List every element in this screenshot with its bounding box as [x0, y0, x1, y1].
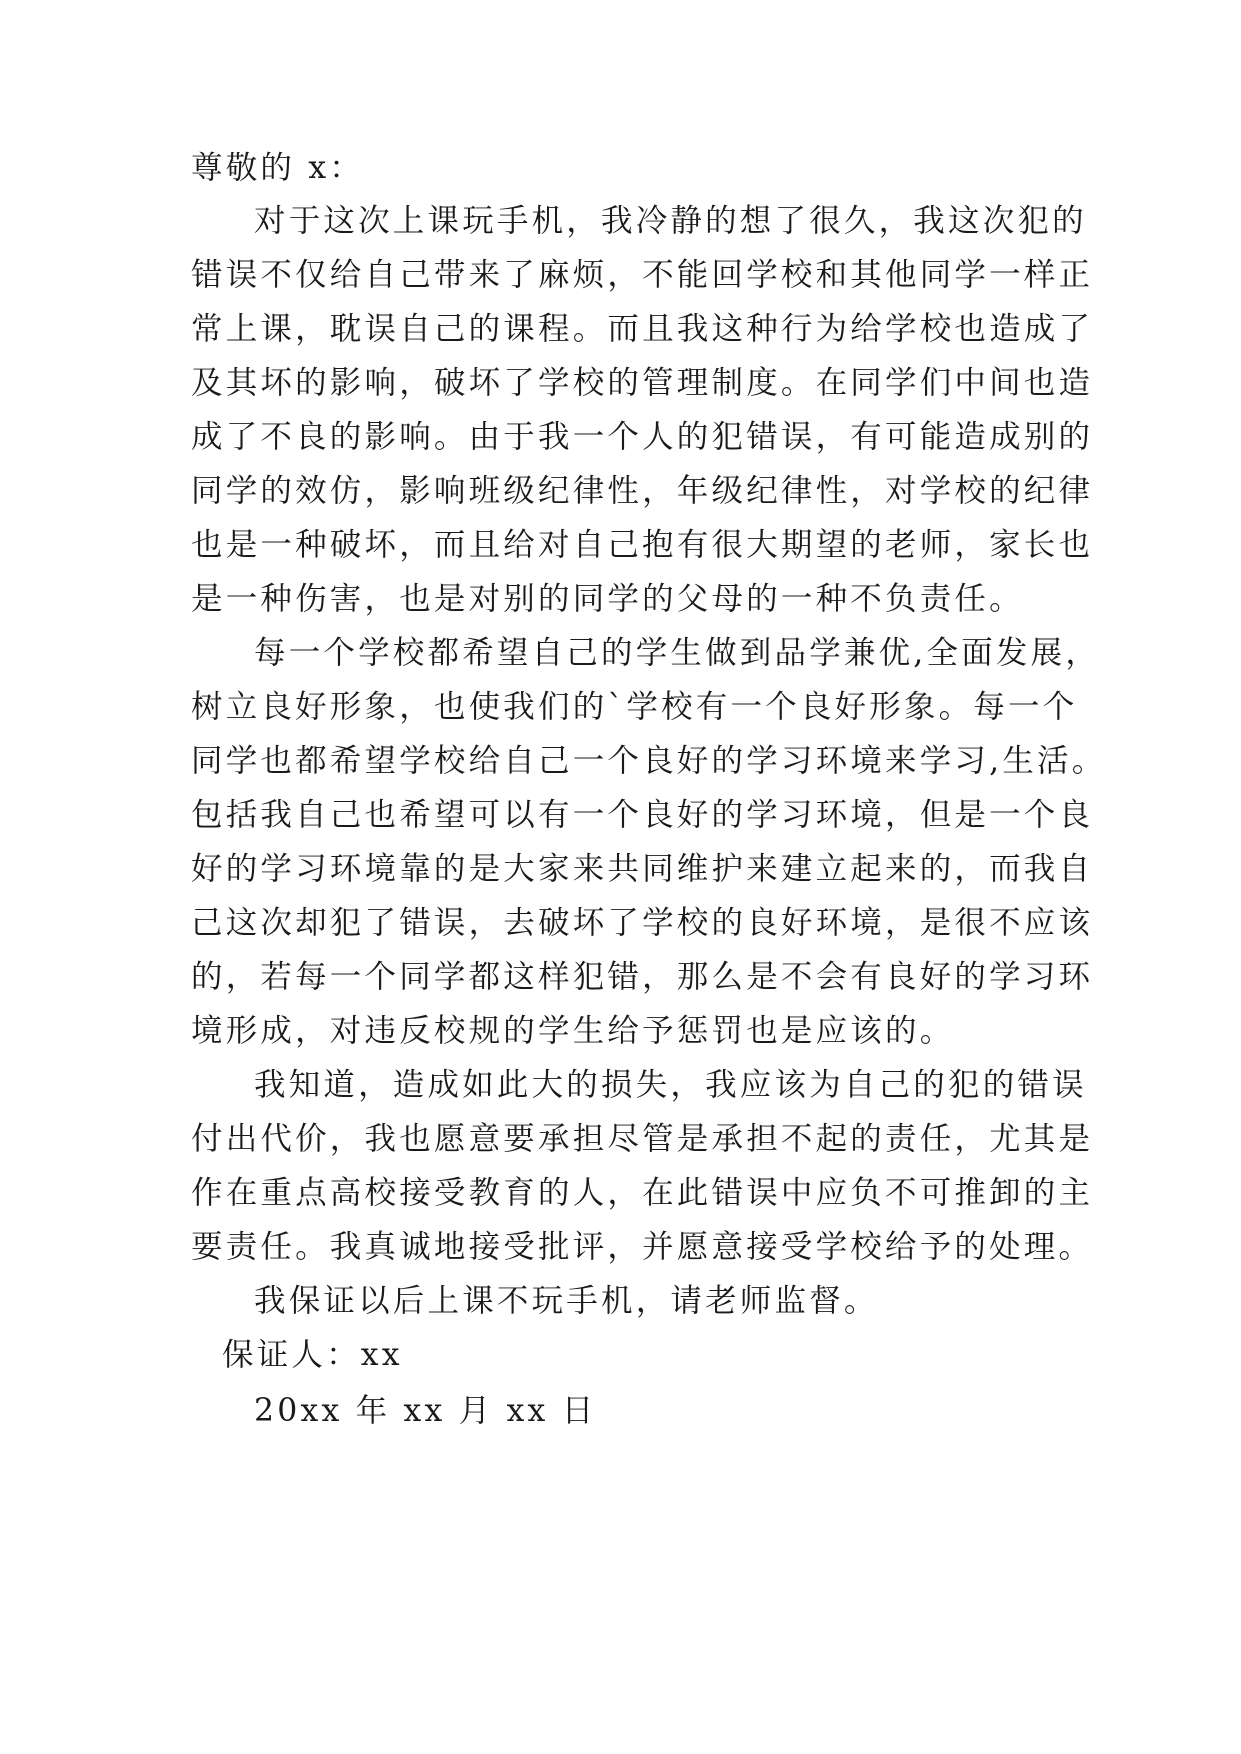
- paragraph-1-line-6: 同学的效仿，影响班级纪律性，年级纪律性，对学校的纪律: [191, 473, 1094, 509]
- paragraph-2-line-8: 境形成，对违反校规的学生给予惩罚也是应该的。: [191, 1013, 955, 1049]
- paragraph-3-line-1: 我知道，造成如此大的损失，我应该为自己的犯的错误: [254, 1067, 1087, 1103]
- paragraph-1-line-4: 及其坏的影响，破坏了学校的管理制度。在同学们中间也造: [191, 365, 1094, 401]
- paragraph-2-line-1: 每一个学校都希望自己的学生做到品学兼优,全面发展，: [254, 635, 1101, 671]
- paragraph-3-line-4: 要责任。我真诚地接受批评，并愿意接受学校给予的处理。: [191, 1229, 1094, 1265]
- paragraph-1-line-5: 成了不良的影响。由于我一个人的犯错误，有可能造成别的: [191, 419, 1094, 455]
- paragraph-4-line-1: 我保证以后上课不玩手机，请老师监督。: [254, 1283, 879, 1319]
- paragraph-1-line-1: 对于这次上课玩手机，我冷静的想了很久，我这次犯的: [254, 203, 1087, 239]
- greeting: 尊敬的 x：: [191, 150, 364, 186]
- paragraph-2-line-5: 好的学习环境靠的是大家来共同维护来建立起来的，而我自: [191, 851, 1094, 887]
- paragraph-3-line-2: 付出代价，我也愿意要承担尽管是承担不起的责任，尤其是: [191, 1121, 1094, 1157]
- paragraph-2-line-6: 己这次却犯了错误，去破坏了学校的良好环境，是很不应该: [191, 905, 1094, 941]
- paragraph-1-line-7: 也是一种破坏，而且给对自己抱有很大期望的老师，家长也: [191, 527, 1094, 563]
- paragraph-1-line-3: 常上课，耽误自己的课程。而且我这种行为给学校也造成了: [191, 311, 1094, 347]
- date: 20xx 年 xx 月 xx 日: [254, 1393, 597, 1429]
- paragraph-2-line-4: 包括我自己也希望可以有一个良好的学习环境，但是一个良: [191, 797, 1094, 833]
- paragraph-3-line-3: 作在重点高校接受教育的人，在此错误中应负不可推卸的主: [191, 1175, 1094, 1211]
- paragraph-2-line-7: 的，若每一个同学都这样犯错，那么是不会有良好的学习环: [191, 959, 1094, 995]
- paragraph-1-line-2: 错误不仅给自己带来了麻烦，不能回学校和其他同学一样正: [191, 257, 1094, 293]
- paragraph-2-line-2: 树立良好形象，也使我们的`学校有一个良好形象。每一个: [191, 689, 1078, 725]
- paragraph-1-line-8: 是一种伤害，也是对别的同学的父母的一种不负责任。: [191, 581, 1024, 617]
- paragraph-2-line-3: 同学也都希望学校给自己一个良好的学习环境来学习,生活。: [191, 743, 1107, 779]
- signer: 保证人：xx: [222, 1337, 403, 1373]
